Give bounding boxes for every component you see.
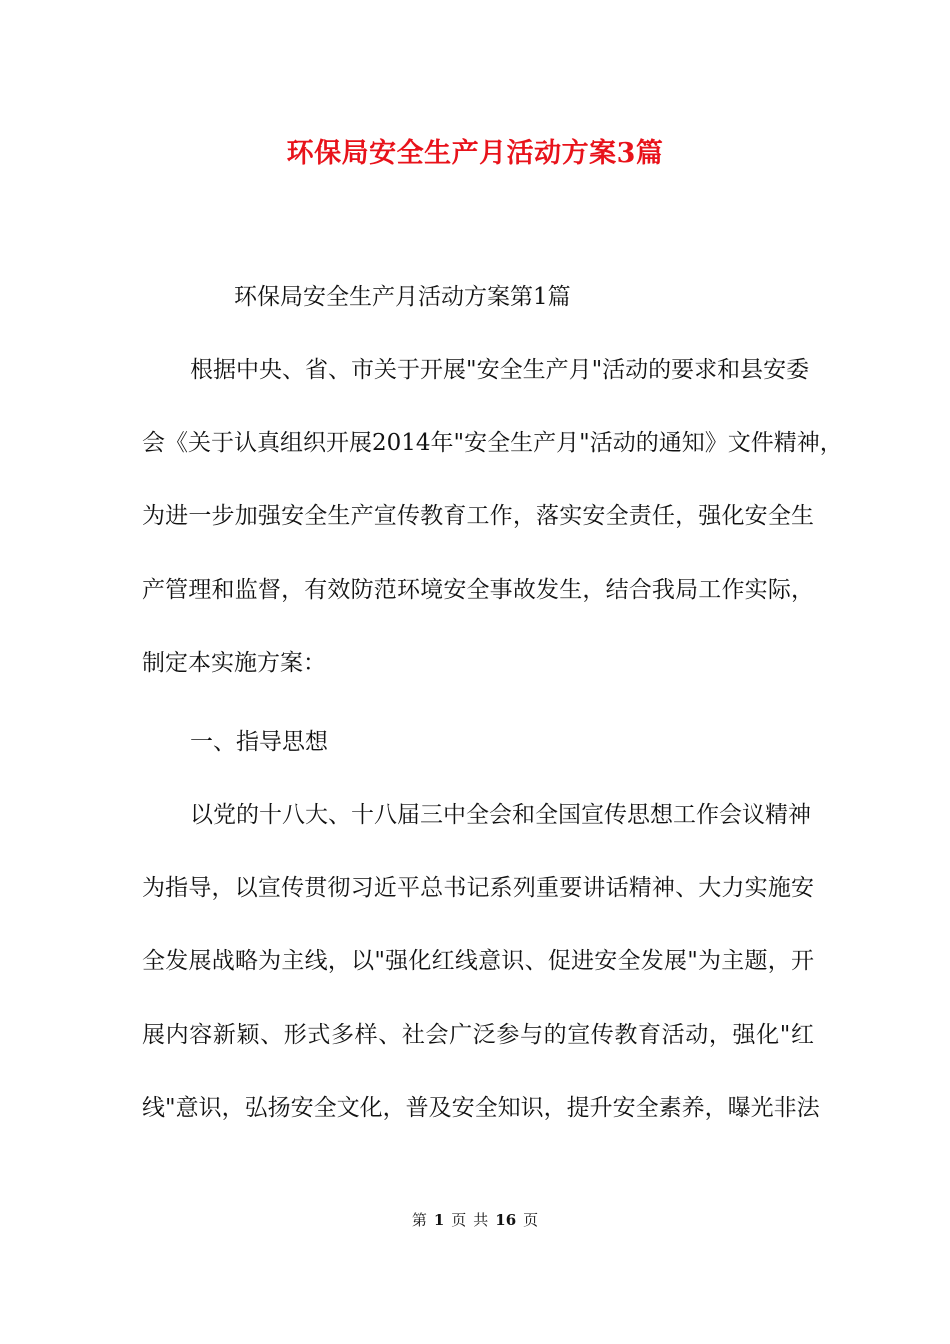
paragraph1-line-5: 制定本实施方案：: [142, 650, 326, 676]
document-title: 环保局安全生产月活动方案3篇: [286, 138, 664, 169]
paragraph2-line-4: 展内容新颖、形式多样、社会广泛参与的宣传教育活动，强化"红: [142, 1022, 814, 1048]
footer-page-number: 1: [433, 1211, 445, 1229]
paragraph2-line-2: 为指导，以宣传贯彻习近平总书记系列重要讲话精神、大力实施安: [142, 875, 814, 901]
page-footer: [0, 1210, 950, 1230]
paragraph2-line-1: 以党的十八大、十八届三中全会和全国宣传思想工作会议精神: [190, 802, 811, 828]
paragraph2-line-3: 全发展战略为主线，以"强化红线意识、促进安全发展"为主题，开: [142, 948, 814, 974]
section1-heading: 一、指导思想: [190, 729, 328, 755]
footer-prefix: 第: [411, 1211, 427, 1229]
footer-total-pages: 16: [495, 1211, 517, 1229]
paragraph1-line-2: 会《关于认真组织开展2014年"安全生产月"活动的通知》文件精神，: [142, 430, 843, 456]
paragraph1-line-4: 产管理和监督，有效防范环境安全事故发生，结合我局工作实际，: [142, 577, 814, 603]
paragraph1-line-3: 为进一步加强安全生产宣传教育工作，落实安全责任，强化安全生: [142, 503, 814, 529]
footer-mid1: 页: [451, 1211, 467, 1229]
section-subtitle: 环保局安全生产月活动方案第1篇: [234, 284, 571, 310]
paragraph2-line-5: 线"意识，弘扬安全文化，普及安全知识，提升安全素养，曝光非法: [142, 1095, 820, 1121]
paragraph1-line-1: 根据中央、省、市关于开展"安全生产月"活动的要求和县安委: [190, 357, 810, 383]
footer-suffix: 页: [523, 1211, 539, 1229]
footer-mid2: 共: [473, 1211, 489, 1229]
